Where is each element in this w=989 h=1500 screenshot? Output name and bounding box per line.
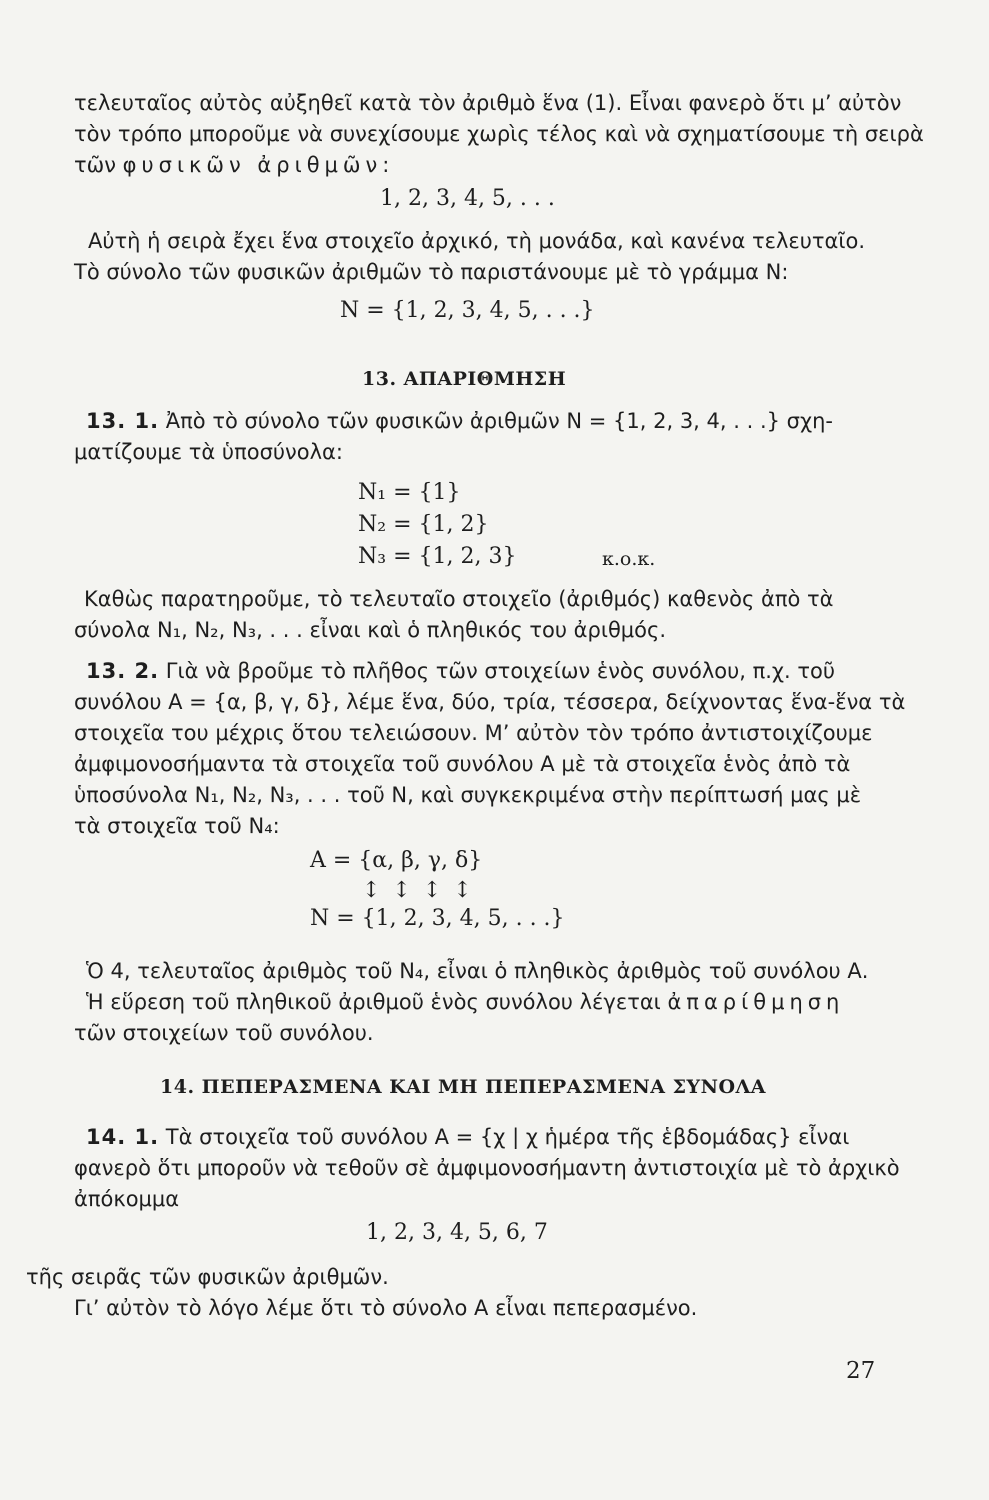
subsection-number: 13. 1. <box>86 409 160 433</box>
subsection-13-1: 13. 1. Ἀπὸ τὸ σύνολο τῶν φυσικῶν ἀριθμῶν Ν = {1, 2, 3, 4, . . .} σχη- ματίζουμε τὰ ὑποσύνολα: <box>74 409 833 464</box>
intro-line-1: τελευταῖος αὐτὸς αὐξηθεῖ κατὰ τὸν ἀριθμὸ ἕνα (1). Εἶναι φανερὸ ὅτι μ’ αὐτὸν <box>74 91 902 115</box>
paragraph-enumeration: Ὁ 4, τελευταῖος ἀριθμὸς τοῦ Ν₄, εἶναι ὁ πληθικὸς ἀριθμὸς τοῦ συνόλου Α. Ἡ εὕρεση τοῦ πληθικοῦ ἀριθμοῦ ἑνὸς συνόλου λέγεται ἀπαρίθμηση τῶν στοιχείων τοῦ συνόλου. <box>74 959 869 1045</box>
paragraph-sequence-description: Αὐτὴ ἡ σειρὰ ἔχει ἕνα στοιχεῖο ἀρχικό, τὴ μονάδα, καὶ κανένα τελευταῖο. Τὸ σύνολο τῶν φυσικῶν ἀριθμῶν τὸ παριστάνουμε μὲ τὸ γράμμα Ν: <box>74 229 865 284</box>
subset-n3: Ν₃ = {1, 2, 3} <box>358 544 517 569</box>
natural-sequence: 1, 2, 3, 4, 5, . . . <box>380 186 555 211</box>
set-a-definition: Α = {α, β, γ, δ} <box>310 848 483 873</box>
paragraph-finite-set: τῆς σειρᾶς τῶν φυσικῶν ἀριθμῶν. Γι’ αὐτὸν τὸ λόγο λέμε ὅτι τὸ σύνολο Α εἶναι πεπερασμένο. <box>26 1265 698 1320</box>
subsection-13-2: 13. 2. Γιὰ νὰ βροῦμε τὸ πλῆθος τῶν στοιχείων ἑνὸς συνόλου, π.χ. τοῦ συνόλου Α = {α, β, γ, δ}, λέμε ἕνα, δύο, τρία, τέσσερα, δείχνοντας ἕνα-ἕνα τὰ στοιχεῖα του μέχρις ὅτου τελειώσουν. Μ’ αὐτὸν τὸν τρόπο ἀντιστοιχίζουμε ἀμφιμονοσήμαντα τὰ στοιχεῖα τοῦ συνόλου Α μὲ τὰ στοιχεῖα ἑνὸς ἀπὸ τὰ ὑποσύνολα Ν₁, Ν₂, Ν₃, . . . τοῦ Ν, καὶ συγκεκριμένα στὴν περίπτωσή μας μὲ τὰ στοιχεῖα τοῦ Ν₄: <box>74 659 906 838</box>
subsection-14-1: 14. 1. Τὰ στοιχεῖα τοῦ συνόλου Α = {χ | χ ἡμέρα τῆς ἑβδομάδας} εἶναι φανερὸ ὅτι μποροῦν νὰ τεθοῦν σὲ ἀμφιμονοσήμαντη ἀντιστοιχία μὲ τὸ ἀρχικὸ ἀπόκομμα <box>74 1125 900 1211</box>
paragraph-last-element: Καθὼς παρατηροῦμε, τὸ τελευταῖο στοιχεῖο (ἀριθμός) καθενὸς ἀπὸ τὰ σύνολα Ν₁, Ν₂, Ν₃, . . . εἶναι καὶ ὁ πληθικός του ἀριθμός. <box>74 587 834 642</box>
section-13-heading: 13. ΑΠΑΡΙΘΜΗΣΗ <box>362 368 567 390</box>
intro-paragraph <box>74 88 924 181</box>
emphasized-term: φυσικῶν ἀριθμῶν <box>122 153 383 177</box>
subset-n2: Ν₂ = {1, 2} <box>358 512 489 537</box>
set-n-correspondence: Ν = {1, 2, 3, 4, 5, . . .} <box>310 906 565 931</box>
initial-segment-sequence: 1, 2, 3, 4, 5, 6, 7 <box>366 1220 548 1245</box>
correspondence-arrows: ↕↕↕↕ <box>362 878 484 903</box>
subsection-number: 14. 1. <box>86 1125 160 1149</box>
page-number: 27 <box>846 1358 876 1384</box>
intro-line-2: τὸν τρόπο μποροῦμε νὰ συνεχίσουμε χωρὶς τέλος καὶ νὰ σχηματίσουμε τὴ σειρὰ <box>74 122 924 146</box>
etc-abbreviation: κ.ο.κ. <box>602 548 656 570</box>
set-n-definition: Ν = {1, 2, 3, 4, 5, . . .} <box>340 298 595 323</box>
section-14-heading: 14. ΠΕΠΕΡΑΣΜΕΝΑ ΚΑΙ ΜΗ ΠΕΠΕΡΑΣΜΕΝΑ ΣΥΝΟΛΑ <box>160 1076 767 1098</box>
subsection-number: 13. 2. <box>86 659 160 683</box>
emphasized-term: ἀπαρίθμηση <box>667 990 845 1014</box>
subset-n1: Ν₁ = {1} <box>358 480 461 505</box>
intro-line-3: τῶν φυσικῶν ἀριθμῶν: <box>74 153 390 177</box>
